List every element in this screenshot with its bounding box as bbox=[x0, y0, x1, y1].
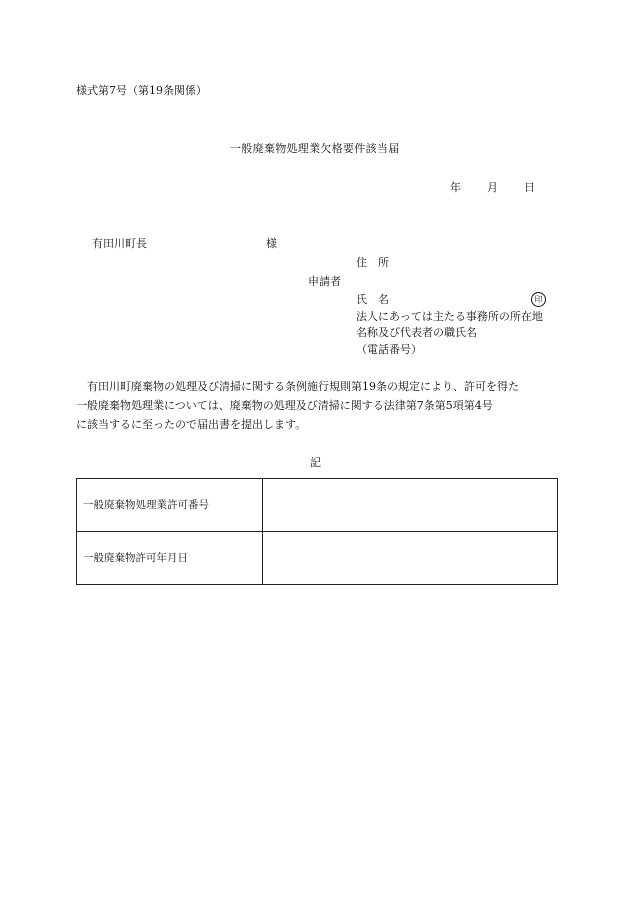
seal-mark: 印 bbox=[531, 292, 546, 307]
permit-number-label: 一般廃棄物処理業許可番号 bbox=[77, 479, 263, 532]
corporation-note-line1: 法人にあっては主たる事務所の所在地 bbox=[356, 310, 543, 323]
date-day: 日 bbox=[524, 181, 535, 194]
record-table bbox=[76, 478, 558, 585]
address-label: 住 所 bbox=[356, 256, 389, 269]
date-line bbox=[450, 182, 535, 193]
name-label: 氏 名 bbox=[356, 293, 389, 306]
permit-date-label: 一般廃棄物許可年月日 bbox=[77, 532, 263, 585]
permit-date-value[interactable] bbox=[263, 532, 558, 585]
body-text-line2: 一般廃棄物処理業については、廃棄物の処理及び清掃に関する法律第7条第5項第4号 bbox=[76, 399, 493, 412]
document-title: 一般廃棄物処理業欠格要件該当届 bbox=[230, 142, 400, 155]
addressee-name: 有田川町長 bbox=[92, 237, 147, 250]
permit-number-value[interactable] bbox=[263, 479, 558, 532]
applicant-label: 申請者 bbox=[308, 275, 341, 288]
table-row bbox=[77, 532, 558, 585]
body-text-line3: に該当するに至ったので届出書を提出します。 bbox=[76, 418, 307, 431]
body-text-line1: 有田川町廃棄物の処理及び清掃に関する条例施行規則第19条の規定により、許可を得た bbox=[76, 380, 519, 393]
phone-label: （電話番号） bbox=[356, 343, 422, 356]
form-number: 様式第7号（第19条関係） bbox=[76, 84, 207, 97]
table-row bbox=[77, 479, 558, 532]
corporation-note-line2: 名称及び代表者の職氏名 bbox=[356, 326, 477, 339]
date-year: 年 bbox=[450, 181, 461, 194]
ki-heading: 記 bbox=[310, 456, 321, 469]
date-month: 月 bbox=[487, 181, 498, 194]
addressee-honorific: 様 bbox=[266, 237, 277, 250]
